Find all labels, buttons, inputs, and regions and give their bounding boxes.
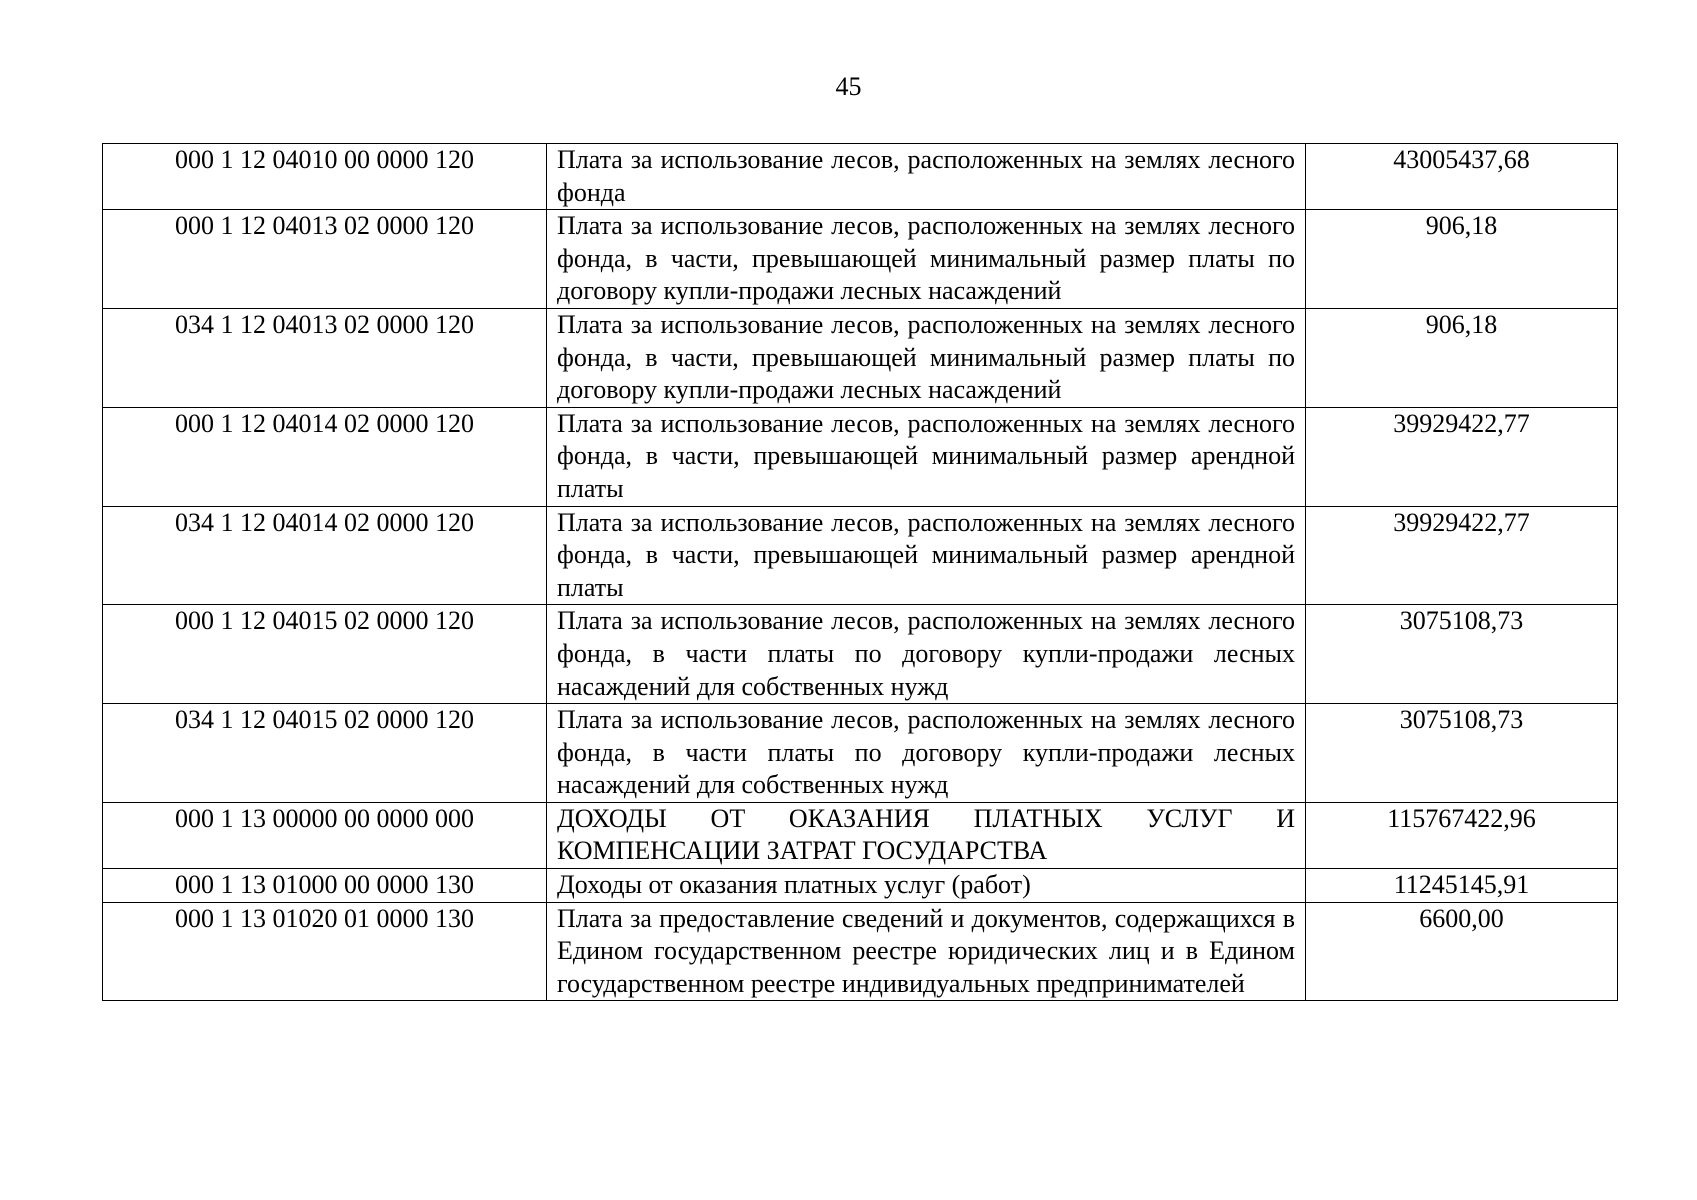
- revenue-name-cell: Плата за предоставление сведений и документов, содержащихся в Едином государственном реестре юридических лиц и в Едином государственном реестре индивидуальных предпринимателей: [547, 902, 1306, 1001]
- budget-code-cell: 034 1 12 04013 02 0000 120: [103, 308, 547, 407]
- revenue-name-cell: Плата за использование лесов, расположенных на землях лесного фонда, в части, превышающей минимальный размер арендной платы: [547, 407, 1306, 506]
- amount-cell: 906,18: [1306, 210, 1618, 309]
- amount-cell: 43005437,68: [1306, 144, 1618, 210]
- revenue-name-cell: Плата за использование лесов, расположенных на землях лесного фонда, в части платы по договору купли-продажи лесных насаждений для собственных нужд: [547, 704, 1306, 803]
- table-row: [103, 210, 1618, 309]
- table-row: [103, 704, 1618, 803]
- page-number: 45: [835, 72, 862, 101]
- budget-code-cell: 000 1 12 04015 02 0000 120: [103, 605, 547, 704]
- budget-code-cell: 000 1 13 01020 01 0000 130: [103, 902, 547, 1001]
- revenue-name-cell: ДОХОДЫ ОТ ОКАЗАНИЯ ПЛАТНЫХ УСЛУГ И КОМПЕНСАЦИИ ЗАТРАТ ГОСУДАРСТВА: [547, 802, 1306, 868]
- revenue-name-cell: Плата за использование лесов, расположенных на землях лесного фонда, в части, превышающей минимальный размер платы по договору купли-продажи лесных насаждений: [547, 308, 1306, 407]
- budget-code-cell: 034 1 12 04015 02 0000 120: [103, 704, 547, 803]
- amount-cell: 115767422,96: [1306, 802, 1618, 868]
- budget-code-cell: 000 1 12 04013 02 0000 120: [103, 210, 547, 309]
- table-row: [103, 605, 1618, 704]
- budget-code-cell: 000 1 13 00000 00 0000 000: [103, 802, 547, 868]
- budget-code-cell: 000 1 12 04014 02 0000 120: [103, 407, 547, 506]
- budget-code-cell: 000 1 13 01000 00 0000 130: [103, 869, 547, 903]
- amount-cell: 39929422,77: [1306, 407, 1618, 506]
- table-row: [103, 308, 1618, 407]
- amount-cell: 11245145,91: [1306, 869, 1618, 903]
- revenue-table: [102, 143, 1618, 1001]
- revenue-name-cell: Плата за использование лесов, расположенных на землях лесного фонда: [547, 144, 1306, 210]
- budget-code-cell: 000 1 12 04010 00 0000 120: [103, 144, 547, 210]
- revenue-name-cell: Плата за использование лесов, расположенных на землях лесного фонда, в части, превышающей минимальный размер платы по договору купли-продажи лесных насаждений: [547, 210, 1306, 309]
- revenue-name-cell: Доходы от оказания платных услуг (работ): [547, 869, 1306, 903]
- table-row: [103, 802, 1618, 868]
- revenue-name-cell: Плата за использование лесов, расположенных на землях лесного фонда, в части платы по договору купли-продажи лесных насаждений для собственных нужд: [547, 605, 1306, 704]
- amount-cell: 906,18: [1306, 308, 1618, 407]
- amount-cell: 39929422,77: [1306, 506, 1618, 605]
- amount-cell: 3075108,73: [1306, 704, 1618, 803]
- table-row: [103, 144, 1618, 210]
- revenue-name-cell: Плата за использование лесов, расположенных на землях лесного фонда, в части, превышающей минимальный размер арендной платы: [547, 506, 1306, 605]
- amount-cell: 6600,00: [1306, 902, 1618, 1001]
- table-row: [103, 506, 1618, 605]
- table-row: [103, 869, 1618, 903]
- budget-code-cell: 034 1 12 04014 02 0000 120: [103, 506, 547, 605]
- amount-cell: 3075108,73: [1306, 605, 1618, 704]
- table-row: [103, 407, 1618, 506]
- table-row: [103, 902, 1618, 1001]
